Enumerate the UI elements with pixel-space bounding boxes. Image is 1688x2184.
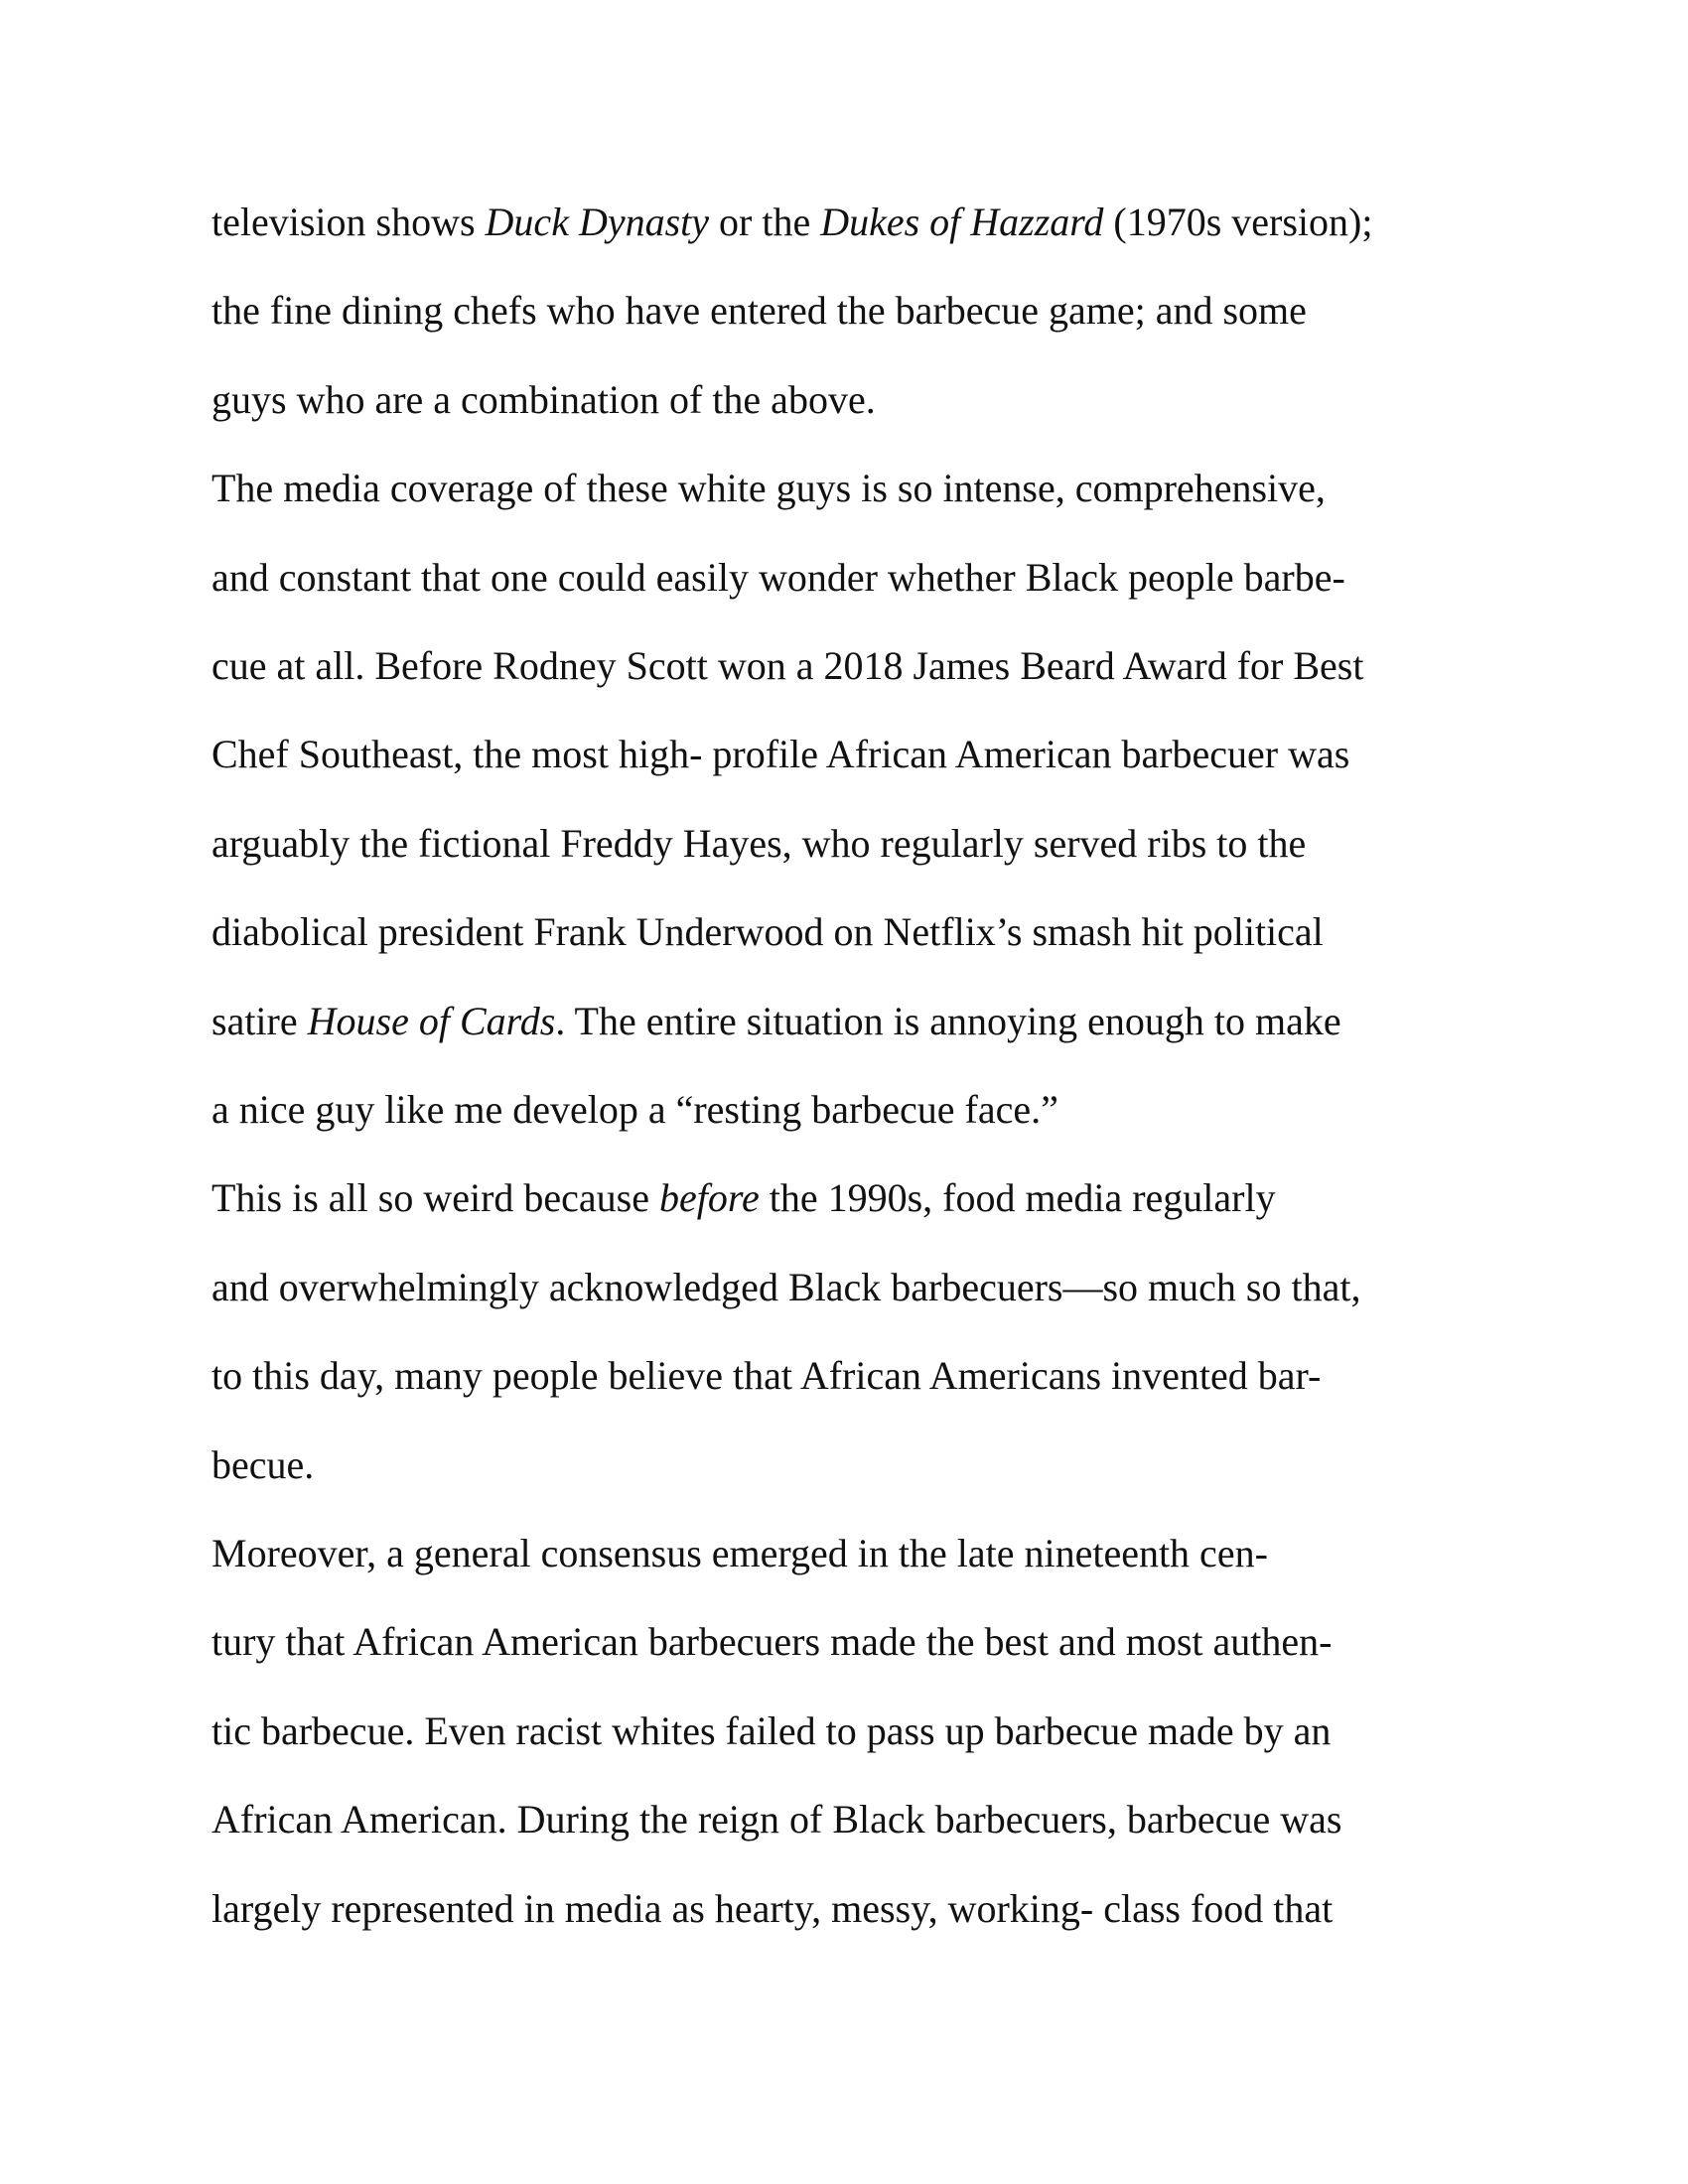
- text-span: a nice guy like me develop a “resting barbecue face.”: [211, 1087, 1058, 1132]
- text-span: Chef Southeast, the most high- profile African American barbecuer was: [211, 732, 1350, 777]
- text-span: Moreover, a general consensus emerged in the late nineteenth cen-: [211, 1531, 1268, 1575]
- text-span: arguably the fictional Freddy Hayes, who regularly served ribs to the: [211, 820, 1307, 866]
- text-span: . The entire situation is annoying enough to make: [555, 998, 1341, 1043]
- text-span: African American. During the reign of Black barbecuers, barbecue was: [211, 1797, 1342, 1843]
- text-line: [211, 459, 1326, 518]
- text-line: [211, 548, 1345, 608]
- text-line: [211, 1435, 314, 1495]
- text-line: [211, 1612, 1332, 1672]
- text-line: [211, 1168, 1276, 1228]
- text-span: This is all so weird because: [211, 1175, 659, 1221]
- text-line: [211, 193, 1372, 252]
- italic-title-text: Duck Dynasty: [485, 200, 710, 244]
- text-line: [211, 1879, 1333, 1939]
- text-span: tic barbecue. Even racist whites failed to pass up barbecue made by an: [211, 1707, 1332, 1753]
- text-span: the 1990s, food media regularly: [759, 1175, 1276, 1221]
- text-line: [211, 1790, 1341, 1849]
- text-span: the fine dining chefs who have entered the barbecue game; and some: [211, 288, 1307, 334]
- text-line: [211, 281, 1307, 341]
- text-line: [211, 636, 1363, 696]
- text-span: to this day, many people believe that African Americans invented bar-: [211, 1353, 1322, 1399]
- text-line: [211, 370, 876, 430]
- text-span: and constant that one could easily wonder whether Black people barbe-: [211, 554, 1345, 600]
- text-line: [211, 992, 1341, 1051]
- text-line: [211, 1080, 1058, 1140]
- text-line: [211, 902, 1324, 962]
- text-span: diabolical president Frank Underwood on Netflix’s smash hit political: [211, 909, 1324, 955]
- text-line: [211, 814, 1306, 874]
- text-span: cue at all. Before Rodney Scott won a 2018 James Beard Award for Best: [211, 643, 1364, 688]
- text-span: television shows: [211, 200, 486, 244]
- text-span: guys who are a combination of the above.: [211, 376, 876, 422]
- text-span: The media coverage of these white guys is so intense, comprehensive,: [211, 466, 1326, 511]
- italic-title-text: Dukes of Hazzard: [820, 200, 1104, 244]
- text-span: satire: [211, 998, 308, 1043]
- italic-title-text: House of Cards: [307, 998, 556, 1043]
- text-line: [211, 725, 1349, 784]
- text-line: [211, 1702, 1331, 1761]
- text-line: [211, 1524, 1268, 1583]
- text-span: or the: [709, 200, 821, 244]
- text-span: largely represented in media as hearty, messy, working- class food that: [211, 1885, 1334, 1931]
- text-span: (1970s version);: [1103, 200, 1373, 244]
- text-line: [211, 1258, 1360, 1317]
- text-span: becue.: [211, 1441, 315, 1487]
- text-span: and overwhelmingly acknowledged Black barbecuers—so much so that,: [211, 1264, 1361, 1309]
- text-line: [211, 1346, 1321, 1406]
- italic-title-text: before: [659, 1175, 760, 1221]
- text-span: tury that African American barbecuers made the best and most authen-: [211, 1619, 1333, 1665]
